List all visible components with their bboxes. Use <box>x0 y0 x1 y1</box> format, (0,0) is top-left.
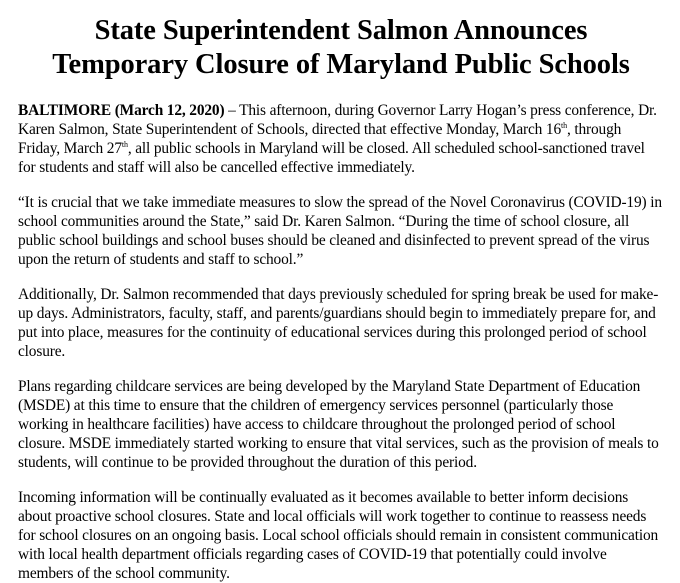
paragraph-1-text-b: , through Friday, March 27 <box>18 121 622 157</box>
dateline: BALTIMORE (March 12, 2020) <box>18 102 225 119</box>
ordinal-suffix-1: th <box>561 120 567 130</box>
ordinal-suffix-2: th <box>121 139 128 149</box>
title-line-2: Temporary Closure of Maryland Public Schools <box>52 49 630 80</box>
paragraph-1-text-a: – This afternoon, during Governor Larry Hogan’s press conference, Dr. Karen Salmon, State Superintendent of Schools, directed that effective Monday, March 16 <box>18 102 657 138</box>
title-line-1: State Superintendent Salmon Announces <box>94 15 588 46</box>
paragraph-3: Additionally, Dr. Salmon recommended that days previously scheduled for spring break be used for make-up days. Administrators, faculty, staff, and parents/guardians should begin to immediately prepare for, and put into place, measures for the continuity of educational services during this prolonged period of school closure. <box>18 286 659 360</box>
paragraph-1 <box>18 101 664 177</box>
paragraph-2-quote: “It is crucial that we take immediate measures to slow the spread of the Novel Coronavirus (COVID-19) in school communities around the State,” said Dr. Karen Salmon. “During the time of school closure, all public school buildings and school buses should be cleaned and disinfected to prevent spread of the virus upon the return of students and staff to school.” <box>18 194 662 268</box>
paragraph-1-text-c: , all public schools in Maryland will be closed. All scheduled school-sanctioned travel for students and staff will also be cancelled effective immediately. <box>18 140 645 176</box>
paragraph-5: Incoming information will be continually evaluated as it becomes available to better inform decisions about proactive school closures. State and local officials will work together to continue to reassess needs for school closures on an ongoing basis. Local school officials should remain in consistent communication with local health department officials regarding cases of COVID-19 that potentially could involve members of the school community. <box>18 489 659 582</box>
paragraph-4-childcare: Plans regarding childcare services are being developed by the Maryland State Department of Education (MSDE) at this time to ensure that the children of emergency services personnel (particularly those working in healthcare facilities) have access to childcare throughout the prolonged period of school closure. MSDE immediately started working to ensure that vital services, such as the provision of meals to students, will continue to be provided throughout the duration of this period. <box>18 378 659 471</box>
press-release-title <box>18 14 664 82</box>
